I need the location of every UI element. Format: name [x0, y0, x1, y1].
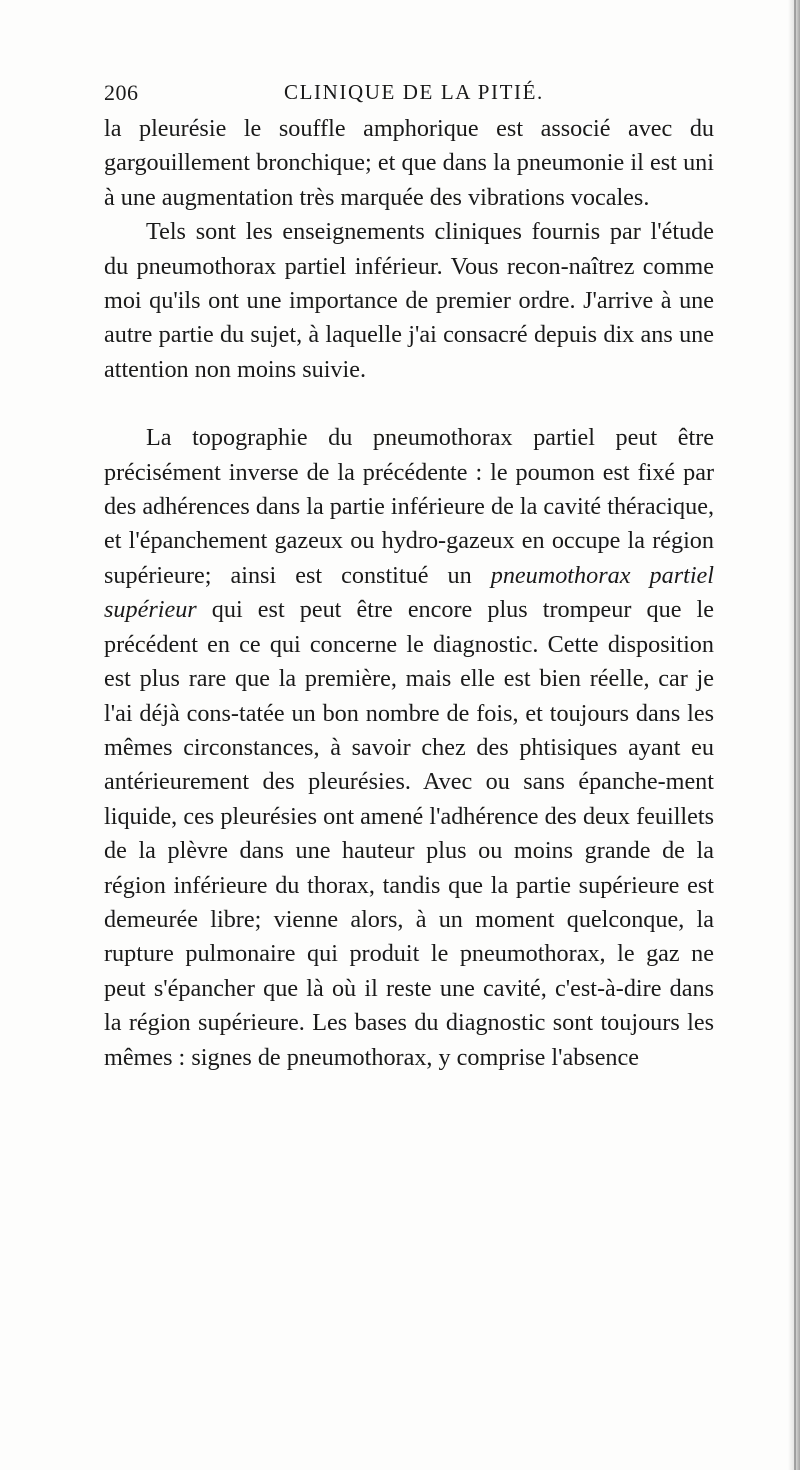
body-text: [104, 112, 714, 1075]
page-edge-line: [794, 0, 796, 1470]
paragraph-text: qui est peut être encore plus trompeur que le précédent en ce qui concerne le diagnostic. Cette disposition est plus rare que la première, mais elle est bien réelle, car je l'ai déjà cons-tatée un bon nombre de fois, et toujours dans les mêmes circonstances, à savoir chez des phtisiques ayant eu antérieurement des pleurésies. Avec ou sans épanche-ment liquide, ces pleurésies ont amené l'adhérence des deux feuillets de la plèvre dans une hauteur plus ou moins grande de la région inférieure du thorax, tandis que la partie supérieure est demeurée libre; vienne alors, à un moment quelconque, la rupture pulmonaire qui produit le pneumothorax, le gaz ne peut s'épancher que là où il reste une cavité, c'est-à-dire dans la région supérieure. Les bases du diagnostic sont toujours les mêmes : signes de pneumothorax, y comprise l'absence: [104, 596, 714, 1071]
paragraph-continuation: [104, 112, 714, 215]
running-head: [104, 80, 724, 110]
italic-term: pneumothorax partiel supérieur: [104, 561, 714, 624]
paragraph-text: la pleurésie le souffle amphorique est associé avec du gargouillement bronchique; et que dans la pneumonie il est uni à une augmentation très marquée des vibrations vocales.: [104, 115, 714, 211]
paragraph-pneumothorax-superieur: [104, 421, 714, 1075]
paragraph-pneumothorax-inferieur: [104, 215, 714, 387]
paragraph-text: Tels sont les enseignements cliniques fournis par l'étude du pneumothorax partiel inférieur. Vous recon-naîtrez comme moi qu'ils ont une importance de premier ordre. J'arrive à une autre partie du sujet, à laquelle j'ai consacré depuis dix ans une attention non moins suivie.: [104, 218, 714, 383]
paragraph-text: La topographie du pneumothorax partiel peut être précisément inverse de la précédente : le poumon est fixé par des adhérences dans la partie inférieure de la cavité théracique, et l'épanchement gazeux ou hydro-gazeux en occupe la région supérieure; ainsi est constitué un: [104, 424, 714, 589]
running-title: CLINIQUE DE LA PITIÉ.: [284, 80, 544, 104]
page-number: 206: [104, 80, 139, 105]
